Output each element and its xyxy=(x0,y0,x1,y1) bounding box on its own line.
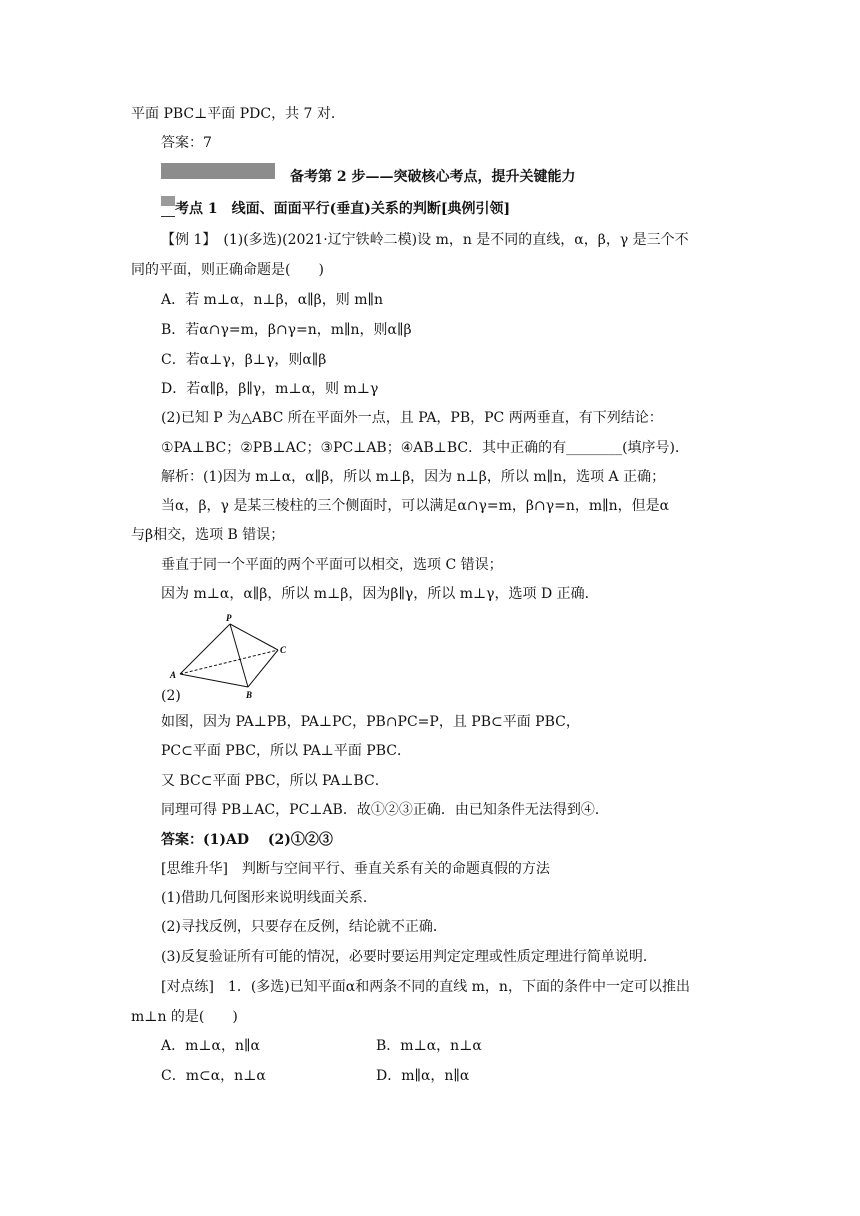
text-line: (1)借助几何图形来说明线面关系． xyxy=(161,890,377,906)
text-line: 垂直于同一个平面的两个平面可以相交，选项 C 错误； xyxy=(161,557,503,573)
option-b: B．若α∩γ=m，β∩γ=n，m∥n，则α∥β xyxy=(161,322,412,338)
topic-heading: 考点 1 线面、面面平行(垂直)关系的判断[典例引领] xyxy=(175,201,511,217)
text-line: 平面 PBC⊥平面 PDC，共 7 对． xyxy=(131,106,345,122)
answer-line: 答案：7 xyxy=(161,135,212,151)
section-banner-bar xyxy=(161,163,275,179)
text-line: 又 BC⊂平面 PBC，所以 PA⊥BC． xyxy=(161,773,389,789)
edge-pc xyxy=(230,624,278,650)
solution-line: 解析：(1)因为 m⊥α，α∥β，所以 m⊥β，因为 n⊥β，所以 m∥n，选项 A 正确； xyxy=(161,469,666,485)
practice-line: [对点练] 1．(多选)已知平面α和两条不同的直线 m，n，下面的条件中一定可以推出 xyxy=(161,979,690,995)
text-line: 因为 m⊥α，α∥β，所以 m⊥β，因为β∥γ，所以 m⊥γ，选项 D 正确． xyxy=(161,586,599,602)
text-line: (3)反复验证所有可能的情况，必要时要运用判定定理或性质定理进行简单说明． xyxy=(161,949,657,965)
label-c: C xyxy=(280,645,287,655)
tetrahedron-figure xyxy=(160,612,300,700)
option-c: C．若α⊥γ，β⊥γ，则α∥β xyxy=(161,352,327,368)
label-b: B xyxy=(246,690,253,700)
section-heading: 备考第 2 步——突破核心考点，提升关键能力 xyxy=(290,169,576,185)
label-p: P xyxy=(226,613,232,623)
edge-pb xyxy=(230,624,248,687)
label-a: A xyxy=(170,670,177,680)
text-line: m⊥n 的是( ) xyxy=(131,1009,238,1025)
option-a: A．若 m⊥α，n⊥β，α∥β，则 m∥n xyxy=(161,292,383,308)
topic-marker-icon xyxy=(161,196,175,206)
text-line: 当α，β，γ 是某三棱柱的三个侧面时，可以满足α∩γ=m，β∩γ=n，m∥n，但是α xyxy=(161,498,670,514)
answer-line: 答案：(1)AD (2)①②③ xyxy=(161,832,333,848)
edge-bc xyxy=(248,650,278,687)
edge-ab xyxy=(180,674,248,687)
text-line: (2)寻找反例，只要存在反例，结论就不正确． xyxy=(161,919,447,935)
text-line: (2)已知 P 为△ABC 所在平面外一点，且 PA，PB，PC 两两垂直，有下列结论： xyxy=(161,410,663,426)
example-line: 【例 1】 (1)(多选)(2021·辽宁铁岭二模)设 m，n 是不同的直线，α，β，γ 是三个不 xyxy=(161,232,689,248)
text-line: 同理可得 PB⊥AC，PC⊥AB．故①②③正确．由已知条件无法得到④． xyxy=(161,802,609,818)
option-b: B．m⊥α，n⊥α xyxy=(376,1038,482,1054)
option-d: D．若α∥β，β∥γ，m⊥α，则 m⊥γ xyxy=(161,381,379,397)
text-line: 同的平面，则正确命题是( ) xyxy=(131,262,324,278)
topic-underline xyxy=(161,216,175,217)
text-line: 与β相交，选项 B 错误； xyxy=(131,527,285,543)
text-line: 如图，因为 PA⊥PB，PA⊥PC，PB∩PC=P，且 PB⊂平面 PBC， xyxy=(161,714,580,730)
edge-ac-hidden xyxy=(180,650,278,674)
option-c: C．m⊂α，n⊥α xyxy=(161,1068,266,1084)
figure-caption: (2) xyxy=(161,688,181,704)
text-line: ①PA⊥BC；②PB⊥AC；③PC⊥AB；④AB⊥BC．其中正确的有________(填序号)． xyxy=(161,440,690,456)
text-line: PC⊂平面 PBC，所以 PA⊥平面 PBC． xyxy=(161,743,411,759)
option-a: A．m⊥α，n∥α xyxy=(161,1038,260,1054)
edge-pa xyxy=(180,624,230,674)
method-heading: [思维升华] 判断与空间平行、垂直关系有关的命题真假的方法 xyxy=(161,861,550,877)
option-d: D．m∥α，n∥α xyxy=(376,1068,470,1084)
